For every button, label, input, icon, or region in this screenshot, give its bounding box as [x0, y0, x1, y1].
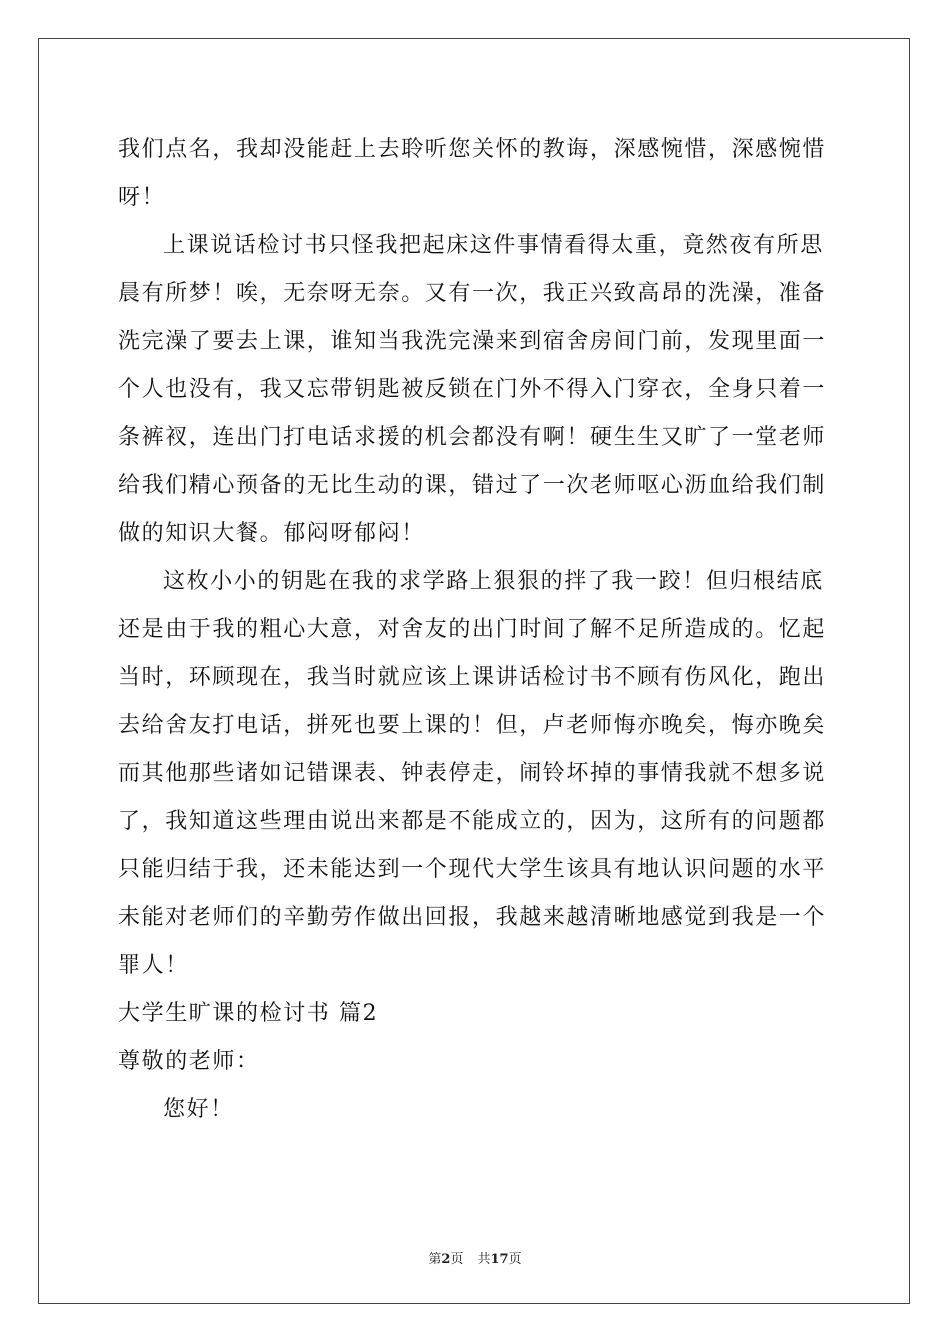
- text-line: 个人也没有，我又忘带钥匙被反锁在门外不得入门穿衣，全身只着一: [118, 377, 827, 402]
- text-line: 条裤衩，连出门打电话求援的机会都没有啊！硬生生又旷了一堂老师: [118, 425, 827, 450]
- total-pages: 17: [490, 1252, 509, 1267]
- page-suffix: 页: [450, 1252, 464, 1267]
- text-line: 晨有所梦！唉，无奈呀无奈。又有一次，我正兴致高昂的洗澡，准备: [118, 281, 827, 306]
- salutation: 尊敬的老师：: [118, 1049, 260, 1074]
- text-line: 我们点名，我却没能赶上去聆听您关怀的教诲，深感惋惜，深感惋惜: [118, 137, 827, 162]
- text-line: 洗完澡了要去上课，谁知当我洗完澡来到宿舍房间门前，发现里面一: [118, 329, 827, 354]
- text-line: 呀！: [118, 185, 166, 210]
- page-number: 2: [441, 1252, 451, 1267]
- paragraph-start-line: 上课说话检讨书只怪我把起床这件事情看得太重，竟然夜有所思: [163, 233, 824, 258]
- total-prefix: 共: [477, 1252, 491, 1267]
- text-line: 给我们精心预备的无比生动的课，错过了一次老师呕心沥血给我们制: [118, 473, 827, 498]
- text-line: 罪人！: [118, 953, 189, 978]
- text-line: 当时，环顾现在，我当时就应该上课讲话检讨书不顾有伤风化，跑出: [118, 665, 827, 690]
- text-line: 了，我知道这些理由说出来都是不能成立的，因为，这所有的问题都: [118, 809, 827, 834]
- text-line: 未能对老师们的辛勤劳作做出回报，我越来越清晰地感觉到我是一个: [118, 905, 827, 930]
- text-line: 去给舍友打电话，拼死也要上课的！但，卢老师悔亦晚矣，悔亦晚矣: [118, 713, 827, 738]
- text-line: 还是由于我的粗心大意，对舍友的出门时间了解不足所造成的。忆起: [118, 617, 827, 642]
- text-line: 做的知识大餐。郁闷呀郁闷！: [118, 521, 425, 546]
- paragraph-start-line: 这枚小小的钥匙在我的求学路上狠狠的拌了我一跤！但归根结底: [163, 569, 824, 594]
- page-footer: [0, 1248, 950, 1267]
- greeting: 您好！: [163, 1097, 234, 1122]
- document-body: [118, 126, 838, 1134]
- page-prefix: 第: [428, 1252, 442, 1267]
- section-heading: 大学生旷课的检讨书 篇2: [118, 1001, 379, 1026]
- text-line: 只能归结于我，还未能达到一个现代大学生该具有地认识问题的水平: [118, 857, 827, 882]
- text-line: 而其他那些诸如记错课表、钟表停走，闹铃坏掉的事情我就不想多说: [118, 761, 827, 786]
- total-suffix: 页: [508, 1252, 522, 1267]
